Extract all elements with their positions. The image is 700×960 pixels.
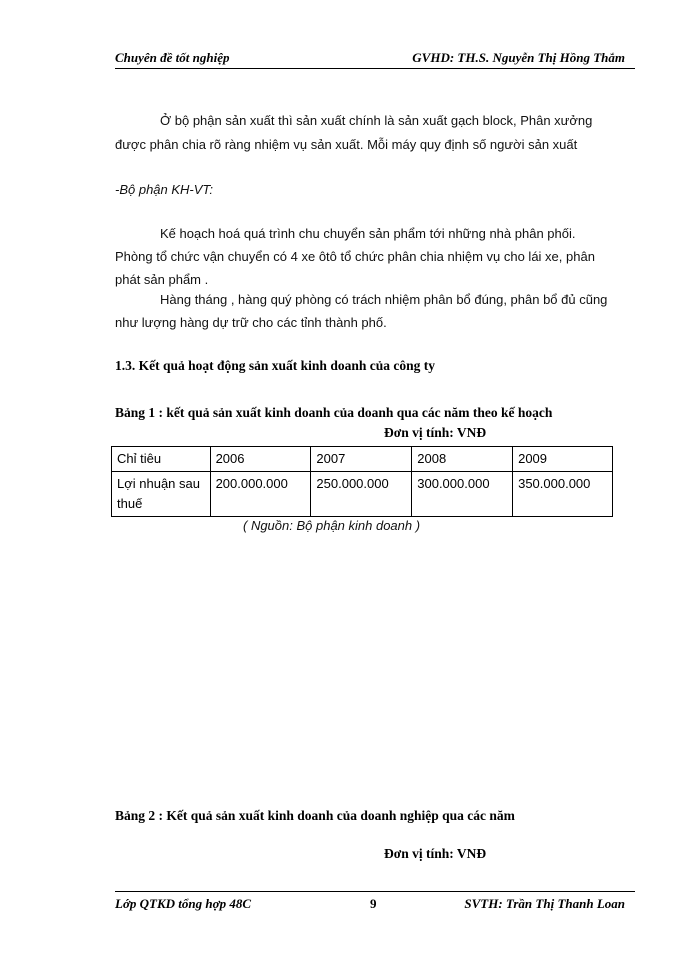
table-row-label-line1: Lợi nhuận sau bbox=[117, 476, 200, 491]
page-number: 9 bbox=[370, 896, 377, 911]
table-row-label bbox=[112, 472, 211, 517]
table-row bbox=[112, 472, 613, 517]
footer-left: Lớp QTKD tổng hợp 48C bbox=[115, 896, 252, 911]
section-kh-vt: -Bộ phận KH-VT: bbox=[115, 182, 214, 197]
table-row-label-line2: thuế bbox=[117, 496, 143, 511]
section-heading-1-3: 1.3. Kết quả hoạt động sản xuất kinh doanh của công ty bbox=[115, 358, 435, 373]
p3-line1: Hàng tháng , hàng quý phòng có trách nhiệm phân bổ đúng, phân bổ đủ cũng bbox=[160, 292, 608, 307]
table-header-cell: 2008 bbox=[412, 447, 513, 472]
footer-right: SVTH: Trần Thị Thanh Loan bbox=[464, 896, 625, 911]
table-cell: 200.000.000 bbox=[210, 472, 311, 517]
table-header-cell: 2006 bbox=[210, 447, 311, 472]
table-header-cell: 2009 bbox=[513, 447, 613, 472]
p2-line1: Kế hoạch hoá quá trình chu chuyển sản phẩm tới những nhà phân phối. bbox=[160, 226, 576, 241]
table2-unit: Đơn vị tính: VNĐ bbox=[384, 846, 487, 861]
table1-source: ( Nguồn: Bộ phận kinh doanh ) bbox=[243, 518, 421, 533]
table-cell: 250.000.000 bbox=[311, 472, 412, 517]
table-cell: 300.000.000 bbox=[412, 472, 513, 517]
footer-rule bbox=[115, 891, 635, 892]
table1-unit: Đơn vị tính: VNĐ bbox=[384, 425, 487, 440]
table-header-row bbox=[112, 447, 613, 472]
table1 bbox=[111, 446, 613, 517]
table2-caption: Bảng 2 : Kết quả sản xuất kinh doanh của doanh nghiệp qua các năm bbox=[115, 808, 515, 823]
header-rule bbox=[115, 68, 635, 69]
table-header-cell: 2007 bbox=[311, 447, 412, 472]
p2-line3: phát sản phẩm . bbox=[115, 272, 209, 287]
p1-line1: Ở bộ phận sản xuất thì sản xuất chính là sản xuất gạch block, Phân xưởng bbox=[160, 113, 593, 128]
table1-caption: Bảng 1 : kết quả sản xuất kinh doanh của doanh qua các năm theo kế hoạch bbox=[115, 405, 553, 420]
table-header-cell: Chỉ tiêu bbox=[112, 447, 211, 472]
header-right: GVHD: TH.S. Nguyễn Thị Hồng Thắm bbox=[412, 50, 625, 65]
p1-line2: được phân chia rõ ràng nhiệm vụ sản xuất. Mỗi máy quy định số người sản xuất bbox=[115, 137, 578, 152]
header-left: Chuyên đề tốt nghiệp bbox=[115, 50, 230, 65]
table-cell: 350.000.000 bbox=[513, 472, 613, 517]
p2-line2: Phòng tổ chức vận chuyển có 4 xe ôtô tổ chức phân chia nhiệm vụ cho lái xe, phân bbox=[115, 249, 595, 264]
p3-line2: như lượng hàng dự trữ cho các tỉnh thành phố. bbox=[115, 315, 387, 330]
